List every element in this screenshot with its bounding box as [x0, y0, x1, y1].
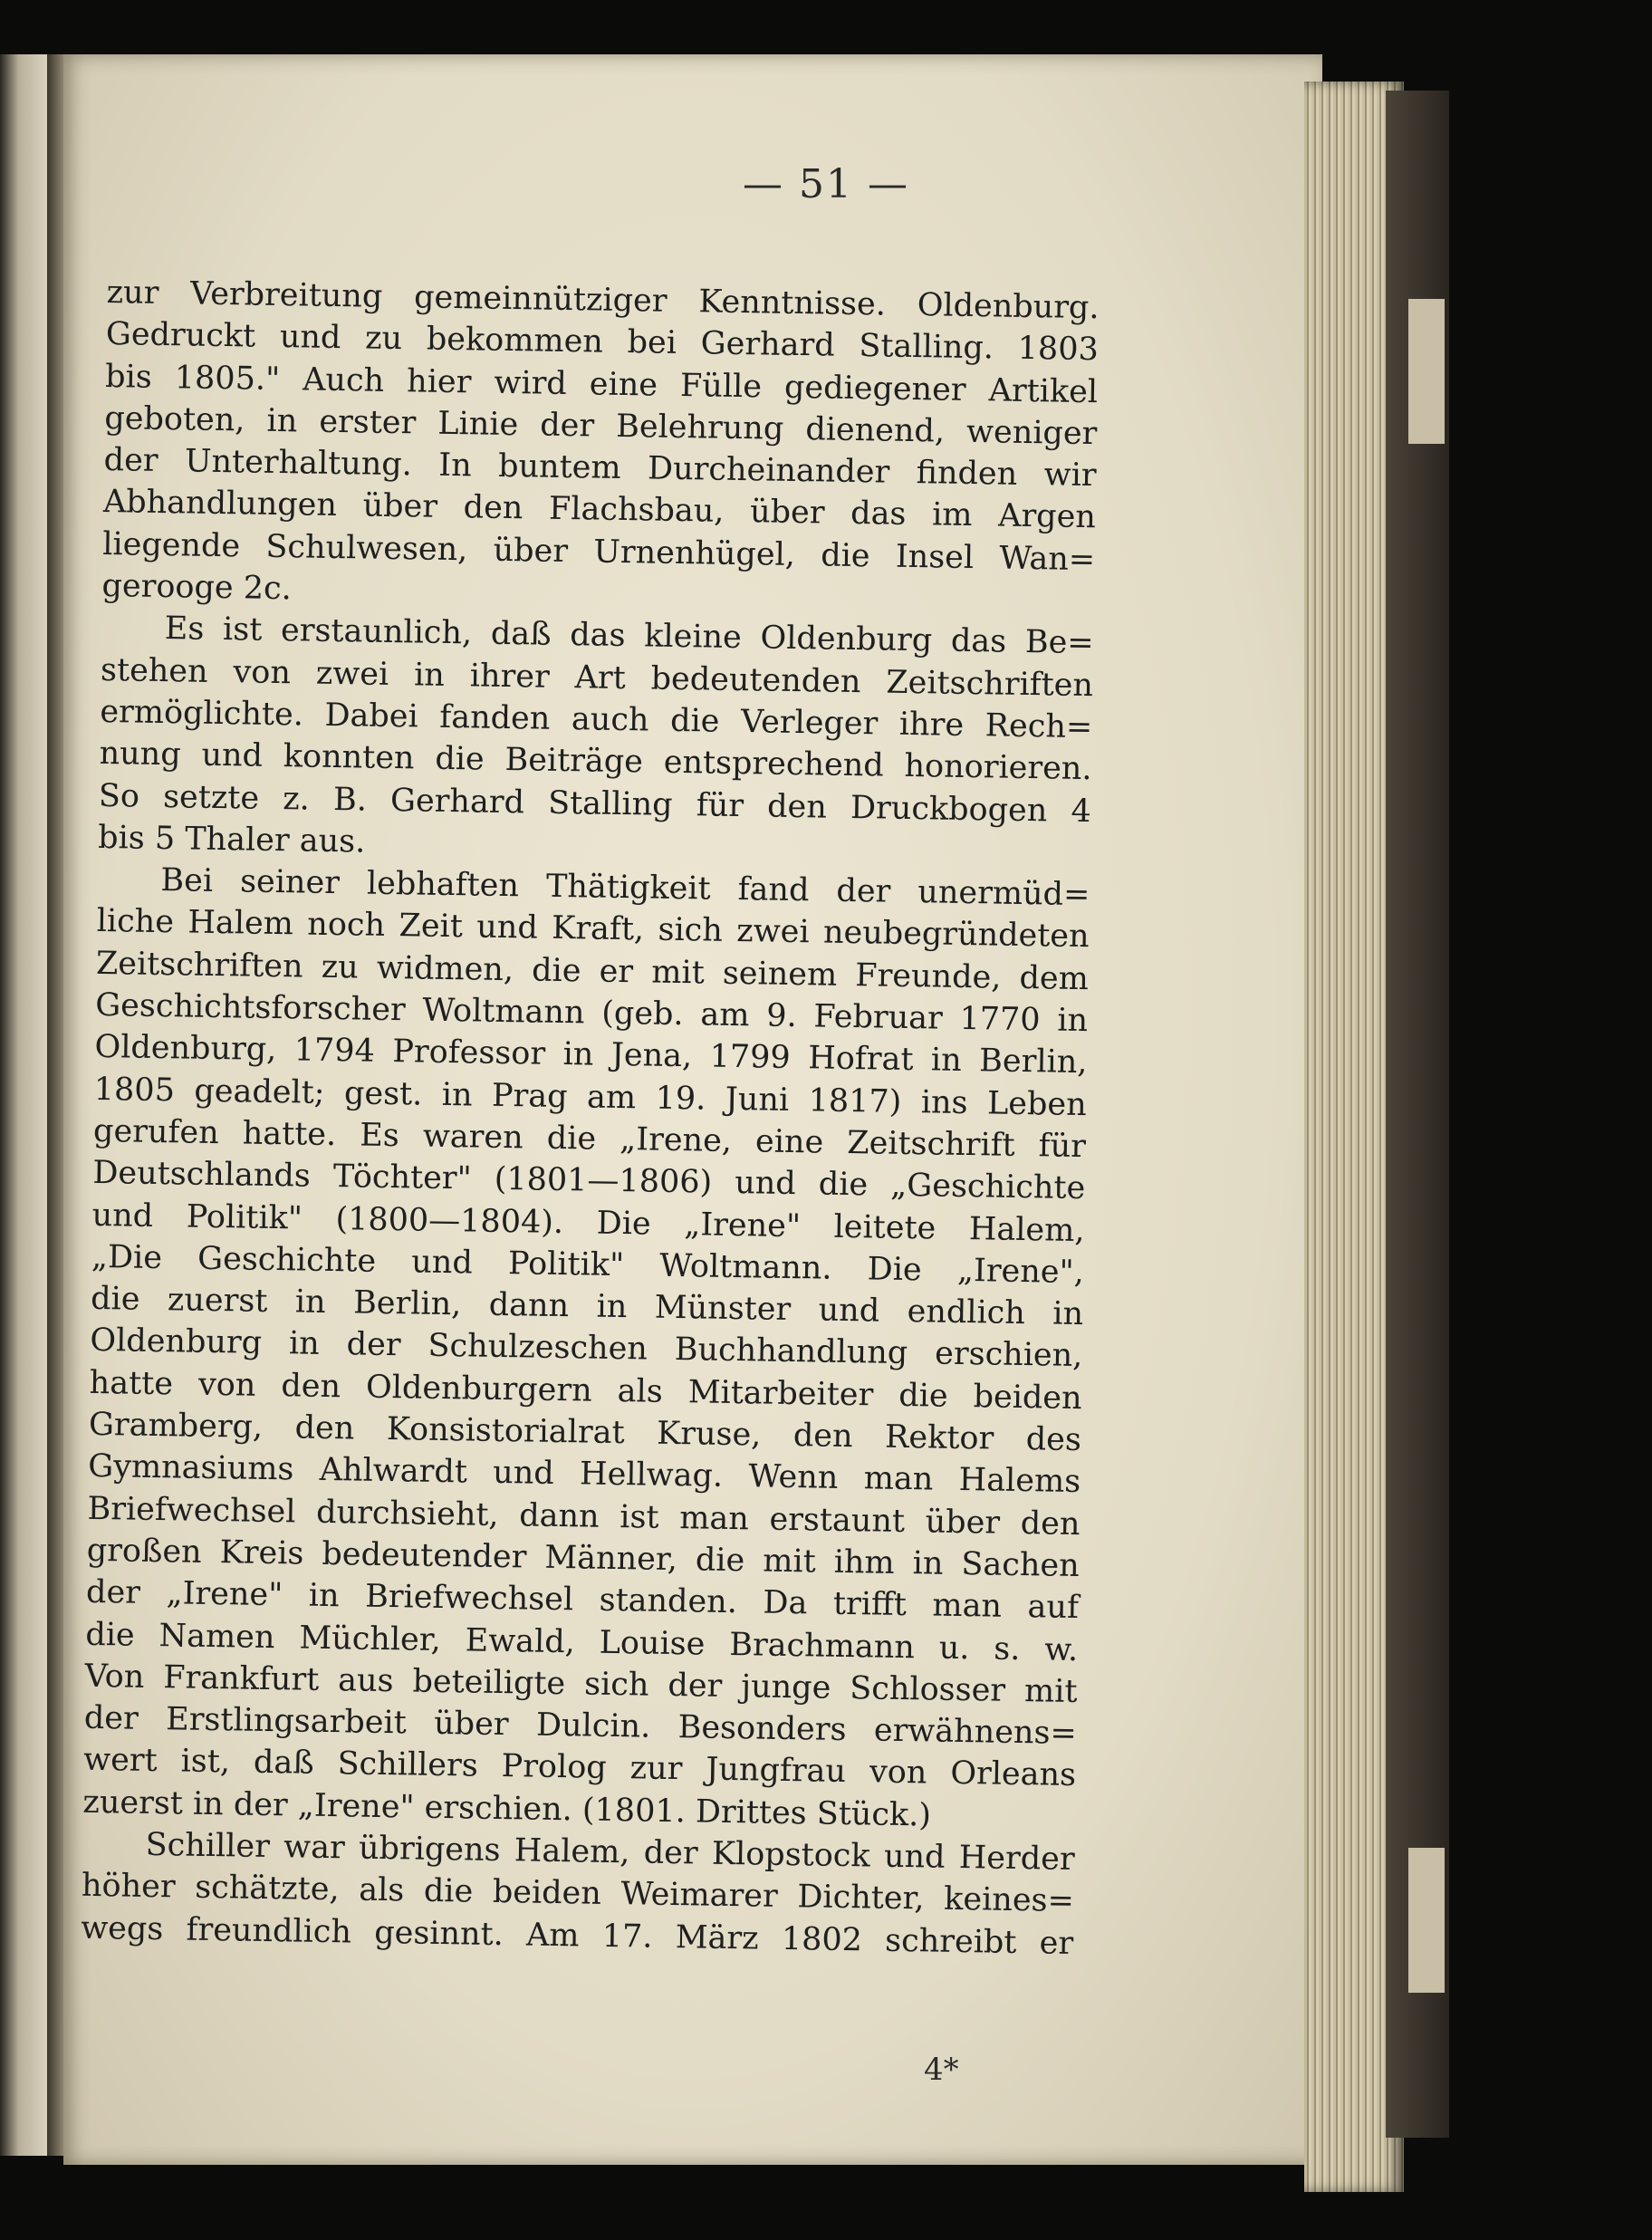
text-line: gerooge 2c.	[101, 568, 293, 608]
text-line: Es ist erstaunlich, daß das kleine Oldenburg das Be=	[164, 610, 1095, 662]
text-line: Gramberg, den Konsistorialrat Kruse, den Rektor des	[88, 1406, 1082, 1459]
text-line: Oldenburg in der Schulzeschen Buchhandlung erschien,	[90, 1322, 1083, 1375]
cover-corner-bottom	[1408, 1848, 1445, 1993]
text-line: wert ist, daß Schillers Prolog zur Jungfrau von Orleans	[82, 1742, 1077, 1794]
text-line: Zeitschriften zu widmen, die er mit seinem Freunde, dem	[95, 945, 1090, 997]
text-line: stehen von zwei in ihrer Art bedeutenden Zeitschriften	[100, 651, 1094, 704]
text-line: wegs freundlich gesinnt. Am 17. März 1802 schreibt er	[80, 1909, 1074, 1962]
text-line: nung und konnten die Beiträge entsprechend honorieren.	[99, 735, 1092, 788]
text-line: liegende Schulwesen, über Urnenhügel, die Insel Wan=	[101, 525, 1096, 578]
text-line: 1805 geadelt; gest. in Prag am 19. Juni 1817) ins Leben	[93, 1071, 1088, 1123]
left-page-edge	[0, 54, 47, 2156]
text-line: geboten, in erster Linie der Belehrung dienend, weniger	[104, 399, 1098, 453]
text-line: liche Halem noch Zeit und Kraft, sich zwei neubegründeten	[96, 903, 1090, 956]
text-line: der Unterhaltung. In buntem Durcheinander finden wir	[103, 442, 1097, 495]
text-line: Geschichtsforscher Woltmann (geb. am 9. Februar 1770 in	[94, 986, 1089, 1040]
text-line: Oldenburg, 1794 Professor in Jena, 1799 Hofrat in Berlin,	[94, 1029, 1088, 1082]
signature-mark: 4*	[924, 2052, 959, 2088]
text-line: bis 5 Thaler aus.	[97, 819, 366, 860]
text-line: hatte von den Oldenburgern als Mitarbeiter die beiden	[89, 1364, 1082, 1417]
text-line: Gedruckt und zu bekommen bei Gerhard Stalling. 1803	[105, 316, 1100, 369]
text-line: „Die Geschichte und Politik" Woltmann. Die „Irene",	[91, 1238, 1085, 1291]
body-text	[81, 272, 1100, 1965]
text-line: Gymnasiums Ahlwardt und Hellwag. Wenn man Halems	[87, 1448, 1081, 1501]
text-line: ermöglichte. Dabei fanden auch die Verleger ihre Rech=	[100, 693, 1093, 746]
page-number-header: — 51 —	[743, 161, 909, 207]
text-line: Briefwechsel durchsieht, dann ist man erstaunt über den	[87, 1490, 1081, 1543]
text-line: höher schätzte, als die beiden Weimarer Dichter, keines=	[81, 1868, 1075, 1920]
text-line: Abhandlungen über den Flachsbau, über das im Argen	[102, 484, 1097, 536]
text-line: bis 1805." Auch hier wird eine Fülle gediegener Artikel	[104, 358, 1099, 410]
text-line: Schiller war übrigens Halem, der Klopstock und Herder	[145, 1826, 1075, 1878]
text-line: So setzte z. B. Gerhard Stalling für den Druckbogen 4	[98, 777, 1092, 830]
text-line: zuerst in der „Irene" erschien. (1801. Drittes Stück.)	[82, 1783, 932, 1834]
text-line: die Namen Müchler, Ewald, Louise Brachmann u. s. w.	[85, 1616, 1079, 1668]
text-line: Von Frankfurt aus beteiligte sich der junge Schlosser mit	[84, 1658, 1078, 1710]
text-line: der Erstlingsarbeit über Dulcin. Besonders erwähnens=	[83, 1699, 1078, 1753]
text-line: zur Verbreitung gemeinnütziger Kenntnisse. Oldenburg.	[106, 274, 1100, 327]
text-line: großen Kreis bedeutender Männer, die mit ihm in Sachen	[86, 1532, 1081, 1584]
text-line: der „Irene" in Briefwechsel standen. Da trifft man auf	[85, 1574, 1080, 1627]
text-line: die zuerst in Berlin, dann in Münster und endlich in	[90, 1280, 1084, 1333]
text-line: und Politik" (1800—1804). Die „Irene" leitete Halem,	[91, 1197, 1085, 1249]
text-line: gerufen hatte. Es waren die „Irene, eine Zeitschrift für	[92, 1112, 1087, 1166]
cover-corner-top	[1408, 299, 1445, 444]
text-line: Bei seiner lebhaften Thätigkeit fand der unermüd=	[160, 862, 1090, 914]
text-line: Deutschlands Töchter" (1801—1806) und die „Geschichte	[92, 1155, 1086, 1207]
